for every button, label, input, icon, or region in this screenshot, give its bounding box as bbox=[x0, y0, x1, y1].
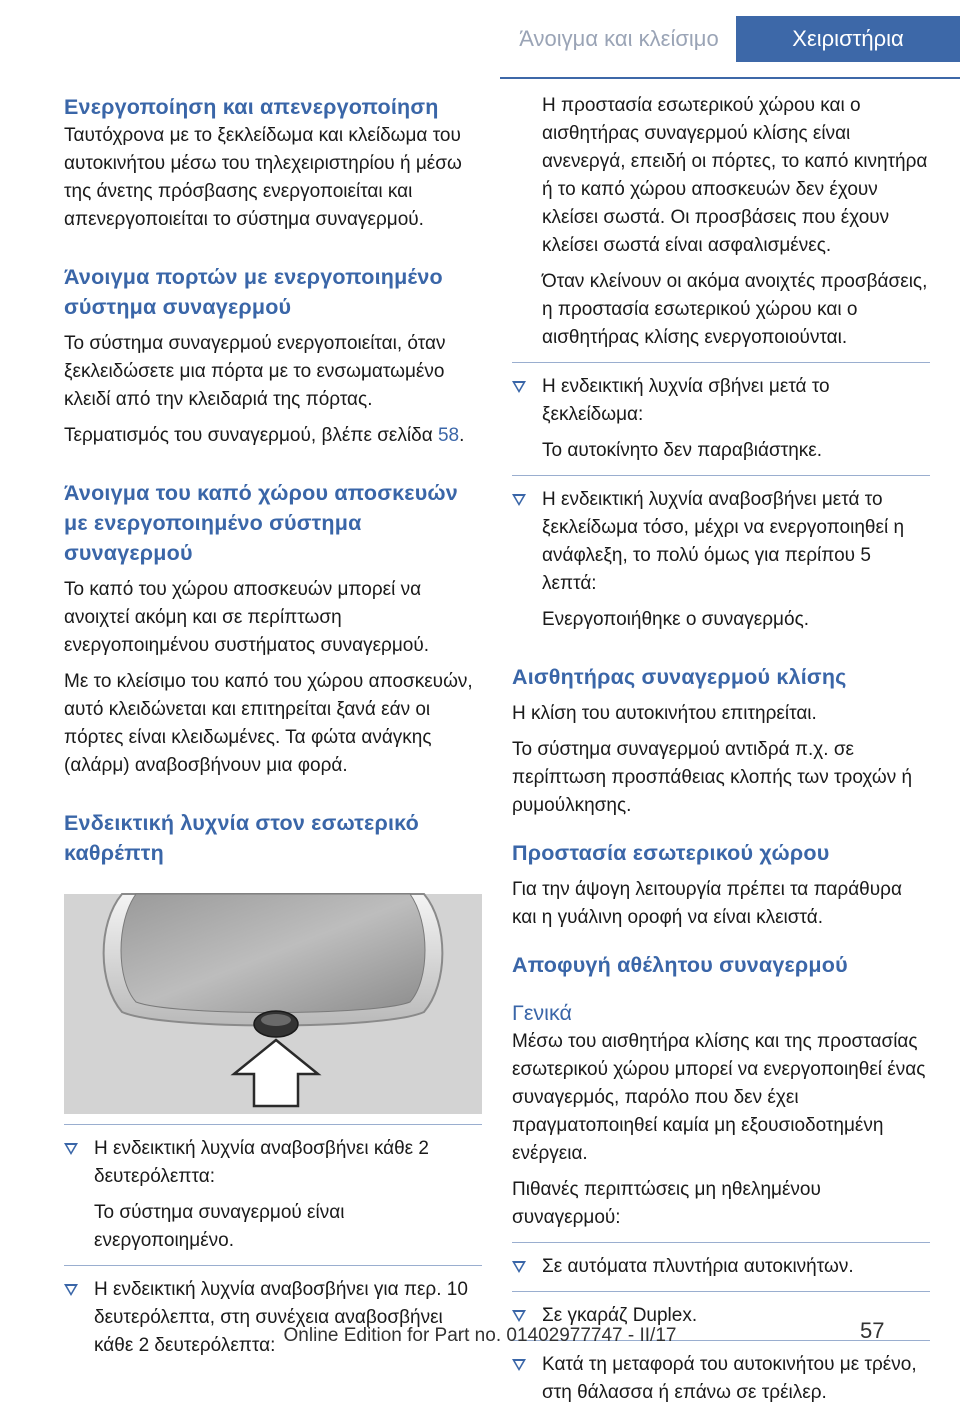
paragraph-interior-protection: Για την άψογη λειτουργία πρέπει τα παράθυρα και η γυάλινη οροφή να είναι κλειστά. bbox=[512, 879, 902, 928]
paragraph-activation: Ταυτόχρονα με το ξεκλείδωμα και κλείδωμα του αυτοκινήτου μέσω του τηλεχειριστηρίου ή μέσω της άνετης πρόσβασης ενεργοποιείται και απενεργοποιείται το σύστημα συναγερμού. bbox=[64, 125, 462, 230]
paragraph-open-trunk: Το καπό του χώρου αποσκευών μπορεί να ανοιχτεί ακόμη και σε περίπτωση ενεργοποιημένου συστήματος συναγερμού. bbox=[64, 579, 430, 656]
bullet-text: Η ενδεικτική λυχνία αναβοσβήνει μετά το ξεκλείδωμα τόσο, μέχρι να ενεργοποιηθεί η ανάφλεξη, το πολύ όμως για περίπου 5 λεπτά: bbox=[542, 489, 905, 594]
heading-tilt-sensor: Αισθητήρας συναγερμού κλίσης bbox=[512, 665, 847, 689]
bullet-subtext: Το σύστημα συναγερμού είναι ενεργοποιημένο. bbox=[94, 1202, 345, 1251]
list-divider bbox=[512, 475, 930, 476]
triangle-bullet-icon bbox=[512, 381, 526, 393]
paragraph-close-trunk: Με το κλείσιμο του καπό του χώρου αποσκευών, αυτό κλειδώνεται και επιτηρείται ξανά εάν οι πόρτες είναι κλειδωμένες. Τα φώτα ανάγκης (αλάρμ) αναβοσβήνουν μια φορά. bbox=[64, 671, 473, 776]
edition-footer: Online Edition for Part no. 01402977747 - II/17 bbox=[283, 1325, 677, 1346]
list-item bbox=[512, 486, 930, 598]
bullet-subtext: Το αυτοκίνητο δεν παραβιάστηκε. bbox=[542, 440, 823, 461]
triangle-bullet-icon bbox=[64, 1284, 78, 1296]
chapter-tab: Χειριστήρια bbox=[736, 16, 960, 62]
list-divider bbox=[512, 1291, 930, 1292]
page-header bbox=[0, 16, 960, 62]
right-column bbox=[512, 92, 930, 1407]
paragraph-sensors-inactive: Η προστασία εσωτερικού χώρου και ο αισθητήρας συναγερμού κλίσης είναι ανενεργά, επειδή οι πόρτες, το καπό κινητήρα ή το καπό χώρου αποσκευών δεν έχουν κλείσει σωστά. Οι προσβάσεις που έχουν κλείσει σωστά είναι ασφαλισμένες. bbox=[542, 95, 928, 256]
heading-indicator-light: Ενδεικτική λυχνία στον εσωτερικό καθρέπτη bbox=[64, 811, 419, 865]
paragraph-general: Μέσω του αισθητήρα κλίσης και της προστασίας εσωτερικού χώρου μπορεί να ενεργοποιηθεί ένας συναγερμός, παρόλο που δεν έχει πραγματοποιηθεί καμία μη εξουσιοδοτημένη ενέργεια. bbox=[512, 1031, 926, 1164]
list-divider bbox=[512, 1242, 930, 1243]
list-item bbox=[512, 1351, 930, 1407]
heading-open-doors: Άνοιγμα πορτών με ενεργοποιημένο σύστημα συναγερμού bbox=[64, 265, 443, 319]
bullet-subtext: Ενεργοποιήθηκε ο συναγερμός. bbox=[542, 609, 810, 630]
mirror-figure bbox=[64, 894, 482, 1114]
paragraph-open-doors: Το σύστημα συναγερμού ενεργοποιείται, όταν ξεκλειδώσετε μια πόρτα με το ενσωματωμένο κλειδί από την κλειδαριά της πόρτας. bbox=[64, 333, 446, 410]
bullet-text: Η ενδεικτική λυχνία σβήνει μετά το ξεκλείδωμα: bbox=[542, 376, 830, 425]
paragraph-end-alarm bbox=[64, 422, 482, 450]
triangle-bullet-icon bbox=[512, 494, 526, 506]
bullet-text: Σε γκαράζ Duplex. bbox=[542, 1305, 698, 1326]
paragraph-tilt-monitored: Η κλίση του αυτοκινήτου επιτηρείται. bbox=[512, 703, 817, 724]
list-item bbox=[512, 373, 930, 429]
paragraph-possible-cases: Πιθανές περιπτώσεις μη ηθελημένου συναγερμού: bbox=[512, 1179, 821, 1228]
left-column bbox=[64, 92, 482, 1360]
list-divider bbox=[512, 362, 930, 363]
bullet-text: Η ενδεικτική λυχνία αναβοσβήνει για περ. 10 δευτερόλεπτα, στη συνέχεια αναβοσβήνει κάθε 2 δευτερόλεπτα: bbox=[94, 1279, 468, 1356]
triangle-bullet-icon bbox=[64, 1143, 78, 1155]
subheading-general: Γενικά bbox=[512, 1001, 572, 1025]
paragraph-sensors-activate: Όταν κλείνουν οι ακόμα ανοιχτές προσβάσεις, η προστασία εσωτερικού χώρου και ο αισθητήρας κλίσης ενεργοποιούνται. bbox=[542, 271, 928, 348]
list-item bbox=[512, 1253, 930, 1281]
bullet-text: Η ενδεικτική λυχνία αναβοσβήνει κάθε 2 δευτερόλεπτα: bbox=[94, 1138, 429, 1187]
paragraph-tilt-reacts: Το σύστημα συναγερμού αντιδρά π.χ. σε περίπτωση προσπάθειας κλοπής των τροχών ή ρυμούλκησης. bbox=[512, 739, 913, 816]
bullet-text: Κατά τη μεταφορά του αυτοκινήτου με τρένο, στη θάλασσα ή επάνω σε τρέιλερ. bbox=[542, 1354, 917, 1403]
bullet-text: Σε αυτόματα πλυντήρια αυτοκινήτων. bbox=[542, 1256, 854, 1277]
page-link-58[interactable]: 58 bbox=[437, 425, 460, 446]
arrow-up-icon bbox=[234, 1040, 318, 1106]
heading-open-trunk: Άνοιγμα του καπό χώρου αποσκευών με ενεργοποιημένο σύστημα συναγερμού bbox=[64, 481, 458, 565]
section-title: Άνοιγμα και κλείσιμο bbox=[519, 26, 719, 51]
rearview-mirror-illustration bbox=[64, 894, 482, 1114]
triangle-bullet-icon bbox=[512, 1261, 526, 1273]
list-item bbox=[64, 1135, 482, 1191]
heading-avoid-false-alarm: Αποφυγή αθέλητου συναγερμού bbox=[512, 953, 848, 977]
triangle-bullet-icon bbox=[512, 1310, 526, 1322]
list-divider bbox=[64, 1124, 482, 1125]
end-alarm-text: Τερματισμός του συναγερμού, βλέπε σελίδα bbox=[64, 425, 438, 446]
page-number: 57 bbox=[860, 1318, 885, 1343]
heading-activation: Ενεργοποίηση και απενεργοποίηση bbox=[64, 95, 439, 119]
triangle-bullet-icon bbox=[512, 1359, 526, 1371]
heading-interior-protection: Προστασία εσωτερικού χώρου bbox=[512, 841, 830, 865]
end-alarm-period: . bbox=[459, 425, 465, 446]
header-divider bbox=[500, 77, 960, 79]
list-divider bbox=[64, 1265, 482, 1266]
list-item bbox=[64, 1276, 482, 1360]
